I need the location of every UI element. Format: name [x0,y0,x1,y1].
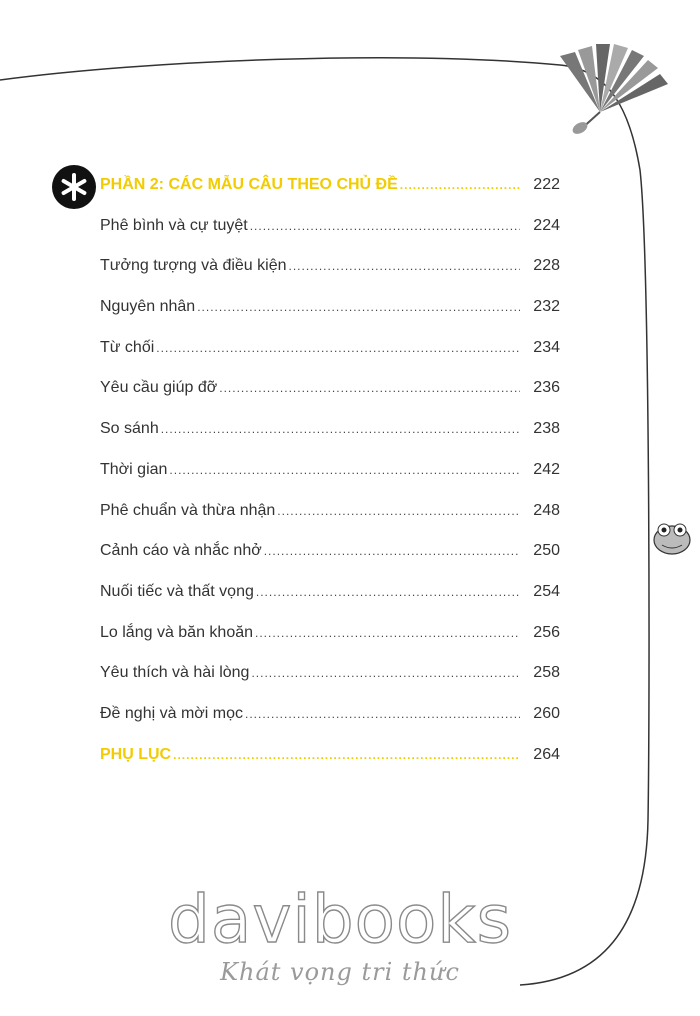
dot-leader [277,504,520,518]
toc-title: So sánh [100,420,159,438]
toc-title: Cảnh cáo và nhắc nhở [100,542,262,560]
toc-row[interactable] [100,339,560,380]
watermark-brand: davibooks [168,881,512,958]
toc-page-number: 222 [533,176,560,193]
toc-title: Phê bình và cự tuyệt [100,216,248,234]
toc-title: Nuối tiếc và thất vọng [100,582,254,600]
table-of-contents [100,176,560,786]
dot-leader [245,707,520,721]
asterisk-icon [52,165,96,209]
dot-leader [289,259,521,273]
toc-page-number: 260 [533,704,560,722]
toc-title: Đề nghị và mời mọc [100,704,243,722]
toc-title: Yêu thích và hài lòng [100,664,250,682]
toc-row[interactable] [100,583,560,624]
toc-title: Từ chối [100,338,155,356]
toc-page-number: 248 [533,501,560,519]
toc-title: Lo lắng và băn khoăn [100,623,254,641]
dot-leader [161,422,520,436]
toc-row[interactable] [100,217,560,258]
toc-page-number: 236 [533,379,560,397]
toc-title: Tưởng tượng và điều kiện [100,257,287,275]
dot-leader [256,585,520,599]
dot-leader [400,178,520,192]
dot-leader [250,219,520,233]
toc-page-number: 242 [533,460,560,478]
toc-page-number: 250 [533,542,560,560]
palm-leaf-icon [560,44,668,136]
toc-title: Phê chuẩn và thừa nhận [100,501,276,519]
dot-leader [197,300,520,314]
dot-leader [173,748,520,762]
toc-row[interactable] [100,542,560,583]
dot-leader [169,463,520,477]
dot-leader [156,341,520,355]
toc-page-number: 228 [533,257,560,275]
toc-page-number: 258 [533,664,560,682]
toc-row-appendix[interactable] [100,746,560,787]
frog-icon [654,524,690,554]
toc-page-number: 254 [533,582,560,600]
toc-title: Yêu cầu giúp đỡ [100,379,218,397]
toc-title: PHỤ LỤC [100,745,172,763]
toc-row[interactable] [100,502,560,543]
toc-row[interactable] [100,379,560,420]
dot-leader [255,626,520,640]
watermark-tagline: Khát vọng tri thức [220,958,460,986]
toc-row[interactable] [100,420,560,461]
toc-page-number: 256 [533,623,560,641]
toc-page-number: 238 [533,420,560,438]
toc-row[interactable] [100,624,560,665]
toc-title: Thời gian [100,460,168,478]
toc-title: PHẦN 2: CÁC MẪU CÂU THEO CHỦ ĐỀ [100,176,398,193]
dot-leader [251,666,520,680]
toc-row[interactable] [100,257,560,298]
toc-page-number: 234 [533,338,560,356]
toc-page-number: 264 [533,745,560,763]
dot-leader [264,544,520,558]
toc-row[interactable] [100,461,560,502]
toc-row-section-2[interactable] [100,176,560,217]
dot-leader [219,381,520,395]
toc-row[interactable] [100,705,560,746]
toc-page-number: 232 [533,298,560,316]
toc-page-number: 224 [533,216,560,234]
toc-title: Nguyên nhân [100,298,196,316]
toc-row[interactable] [100,664,560,705]
watermark [150,880,530,986]
toc-row[interactable] [100,298,560,339]
